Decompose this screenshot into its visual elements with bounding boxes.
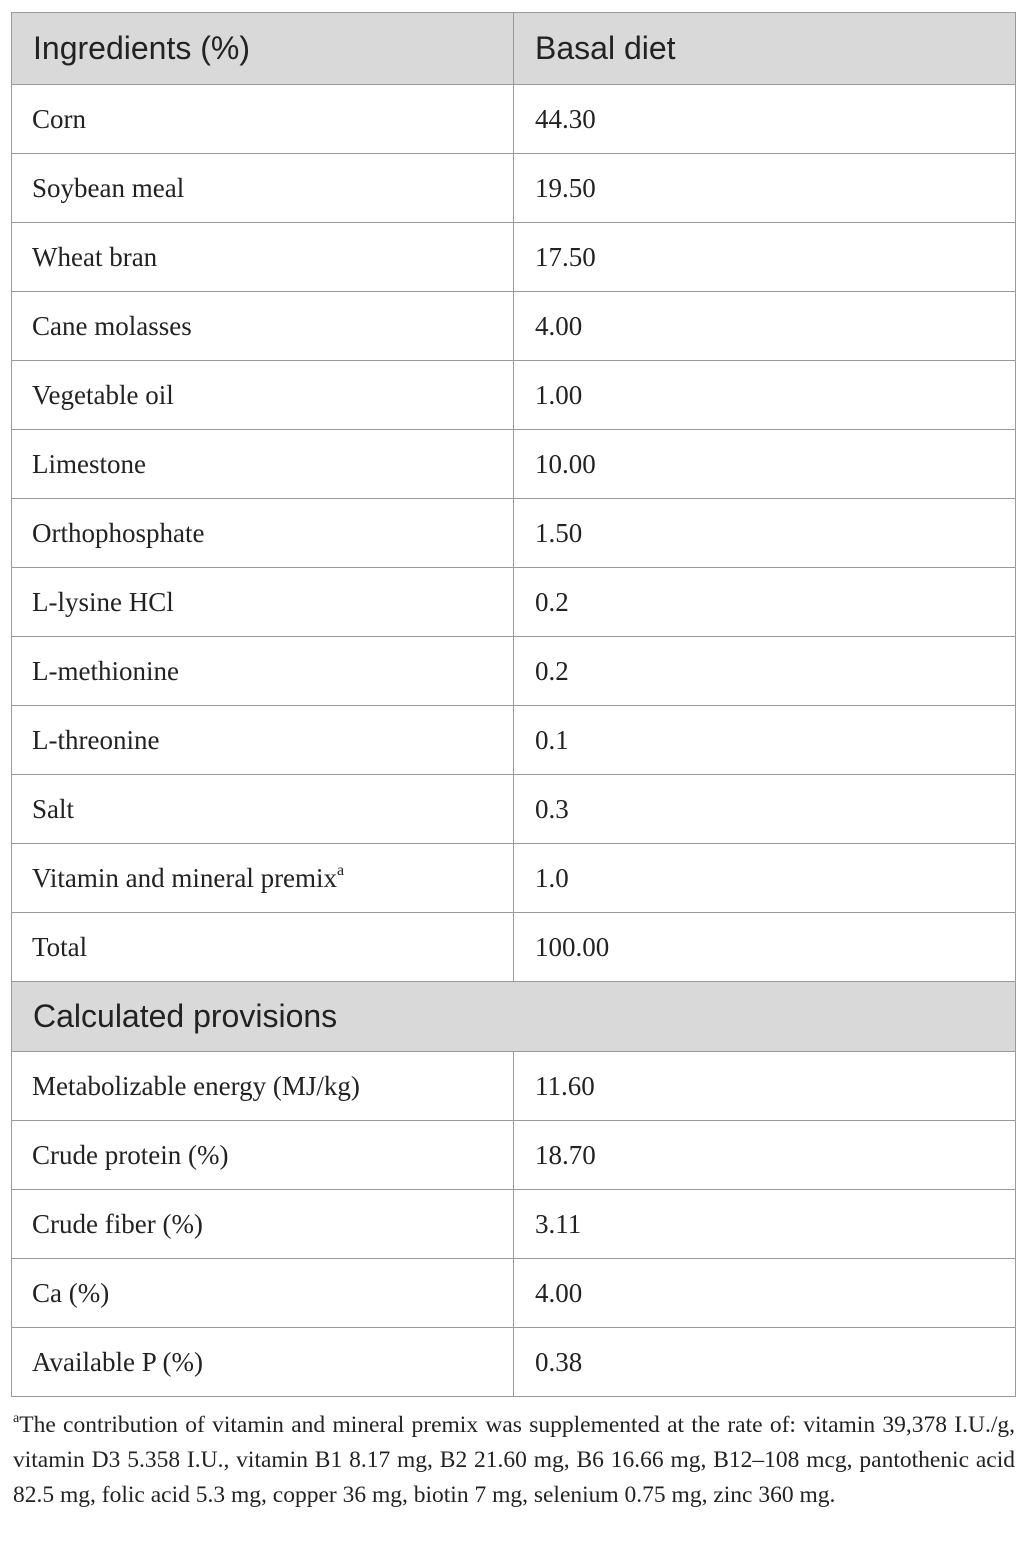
table-row [12,1052,1016,1121]
provisions-name-cell [12,1052,514,1121]
provisions-value: 4.00 [514,1259,1016,1328]
provisions-name: Crude fiber (%) [32,1208,203,1239]
table-row [12,706,1016,775]
ingredients-name: Salt [32,793,75,824]
table-row [12,913,1016,982]
provisions-name: Metabolizable energy (MJ/kg) [32,1070,360,1101]
ingredients-value: 0.2 [514,568,1016,637]
table-row [12,223,1016,292]
ingredients-value: 17.50 [514,223,1016,292]
ingredients-value: 19.50 [514,154,1016,223]
section-title: Calculated provisions [12,982,1016,1052]
header-ingredients: Ingredients (%) [12,13,514,85]
table-header-row [12,13,1016,85]
ingredients-rows [12,85,1016,982]
footnote-ref: a [337,861,345,879]
ingredients-value: 100.00 [514,913,1016,982]
ingredients-value: 44.30 [514,85,1016,154]
ingredients-name: L-methionine [32,655,179,686]
provisions-name-cell [12,1121,514,1190]
provisions-name: Available P (%) [32,1346,203,1377]
table-row [12,499,1016,568]
table-row [12,361,1016,430]
table-row [12,292,1016,361]
table-row [12,775,1016,844]
ingredients-value: 1.50 [514,499,1016,568]
table-row [12,430,1016,499]
ingredients-name: Vegetable oil [32,379,174,410]
provisions-value: 0.38 [514,1328,1016,1397]
ingredients-name: Limestone [32,448,146,479]
diet-table-container [11,12,1015,1397]
ingredients-name-cell [12,499,514,568]
ingredients-name-cell [12,913,514,982]
section-row-calculated-provisions [12,982,1016,1052]
table-row [12,85,1016,154]
provisions-value: 11.60 [514,1052,1016,1121]
ingredients-name: Corn [32,103,86,134]
ingredients-name: Orthophosphate [32,517,205,548]
ingredients-name-cell [12,154,514,223]
provisions-name-cell [12,1190,514,1259]
table-row [12,844,1016,913]
ingredients-value: 10.00 [514,430,1016,499]
provisions-rows [12,1052,1016,1397]
provisions-name: Ca (%) [32,1277,110,1308]
table-row [12,1121,1016,1190]
ingredients-name-cell [12,706,514,775]
table-row [12,1190,1016,1259]
ingredients-name: Vitamin and mineral premix [32,862,338,893]
ingredients-name: Wheat bran [32,241,158,272]
table-row [12,568,1016,637]
ingredients-name: Total [32,931,88,962]
ingredients-name-cell [12,844,514,913]
provisions-value: 3.11 [514,1190,1016,1259]
provisions-name-cell [12,1259,514,1328]
ingredients-name-cell [12,292,514,361]
ingredients-name-cell [12,775,514,844]
footnote-text: The contribution of vitamin and mineral premix was supplemented at the rate of: vitamin 39,378 I.U./g, vitamin D3 5.358 I.U., vitamin B1 8.17 mg, B2 21.60 mg, B6 16.66 mg, B12–108 mcg, pantothenic acid 82.5 mg, folic acid 5.3 mg, copper 36 mg, biotin 7 mg, selenium 0.75 mg, zinc 360 mg. [13,1412,1015,1508]
ingredients-value: 0.2 [514,637,1016,706]
ingredients-value: 1.00 [514,361,1016,430]
ingredients-name-cell [12,85,514,154]
ingredients-value: 0.3 [514,775,1016,844]
table-row [12,154,1016,223]
ingredients-name: Soybean meal [32,172,185,203]
provisions-value: 18.70 [514,1121,1016,1190]
header-basal-diet: Basal diet [514,13,1016,85]
table-footnote [13,1408,1015,1513]
ingredients-name: L-threonine [32,724,160,755]
ingredients-name: Cane molasses [32,310,192,341]
ingredients-name-cell [12,568,514,637]
table-row [12,1259,1016,1328]
ingredients-name-cell [12,430,514,499]
ingredients-value: 0.1 [514,706,1016,775]
table-row [12,637,1016,706]
ingredients-name-cell [12,637,514,706]
provisions-name-cell [12,1328,514,1397]
table-row [12,1328,1016,1397]
ingredients-name: L-lysine HCl [32,586,174,617]
ingredients-name-cell [12,223,514,292]
ingredients-value: 1.0 [514,844,1016,913]
ingredients-value: 4.00 [514,292,1016,361]
ingredients-name-cell [12,361,514,430]
provisions-name: Crude protein (%) [32,1139,229,1170]
diet-composition-table [11,12,1016,1397]
footnote-marker: a [13,1411,20,1426]
